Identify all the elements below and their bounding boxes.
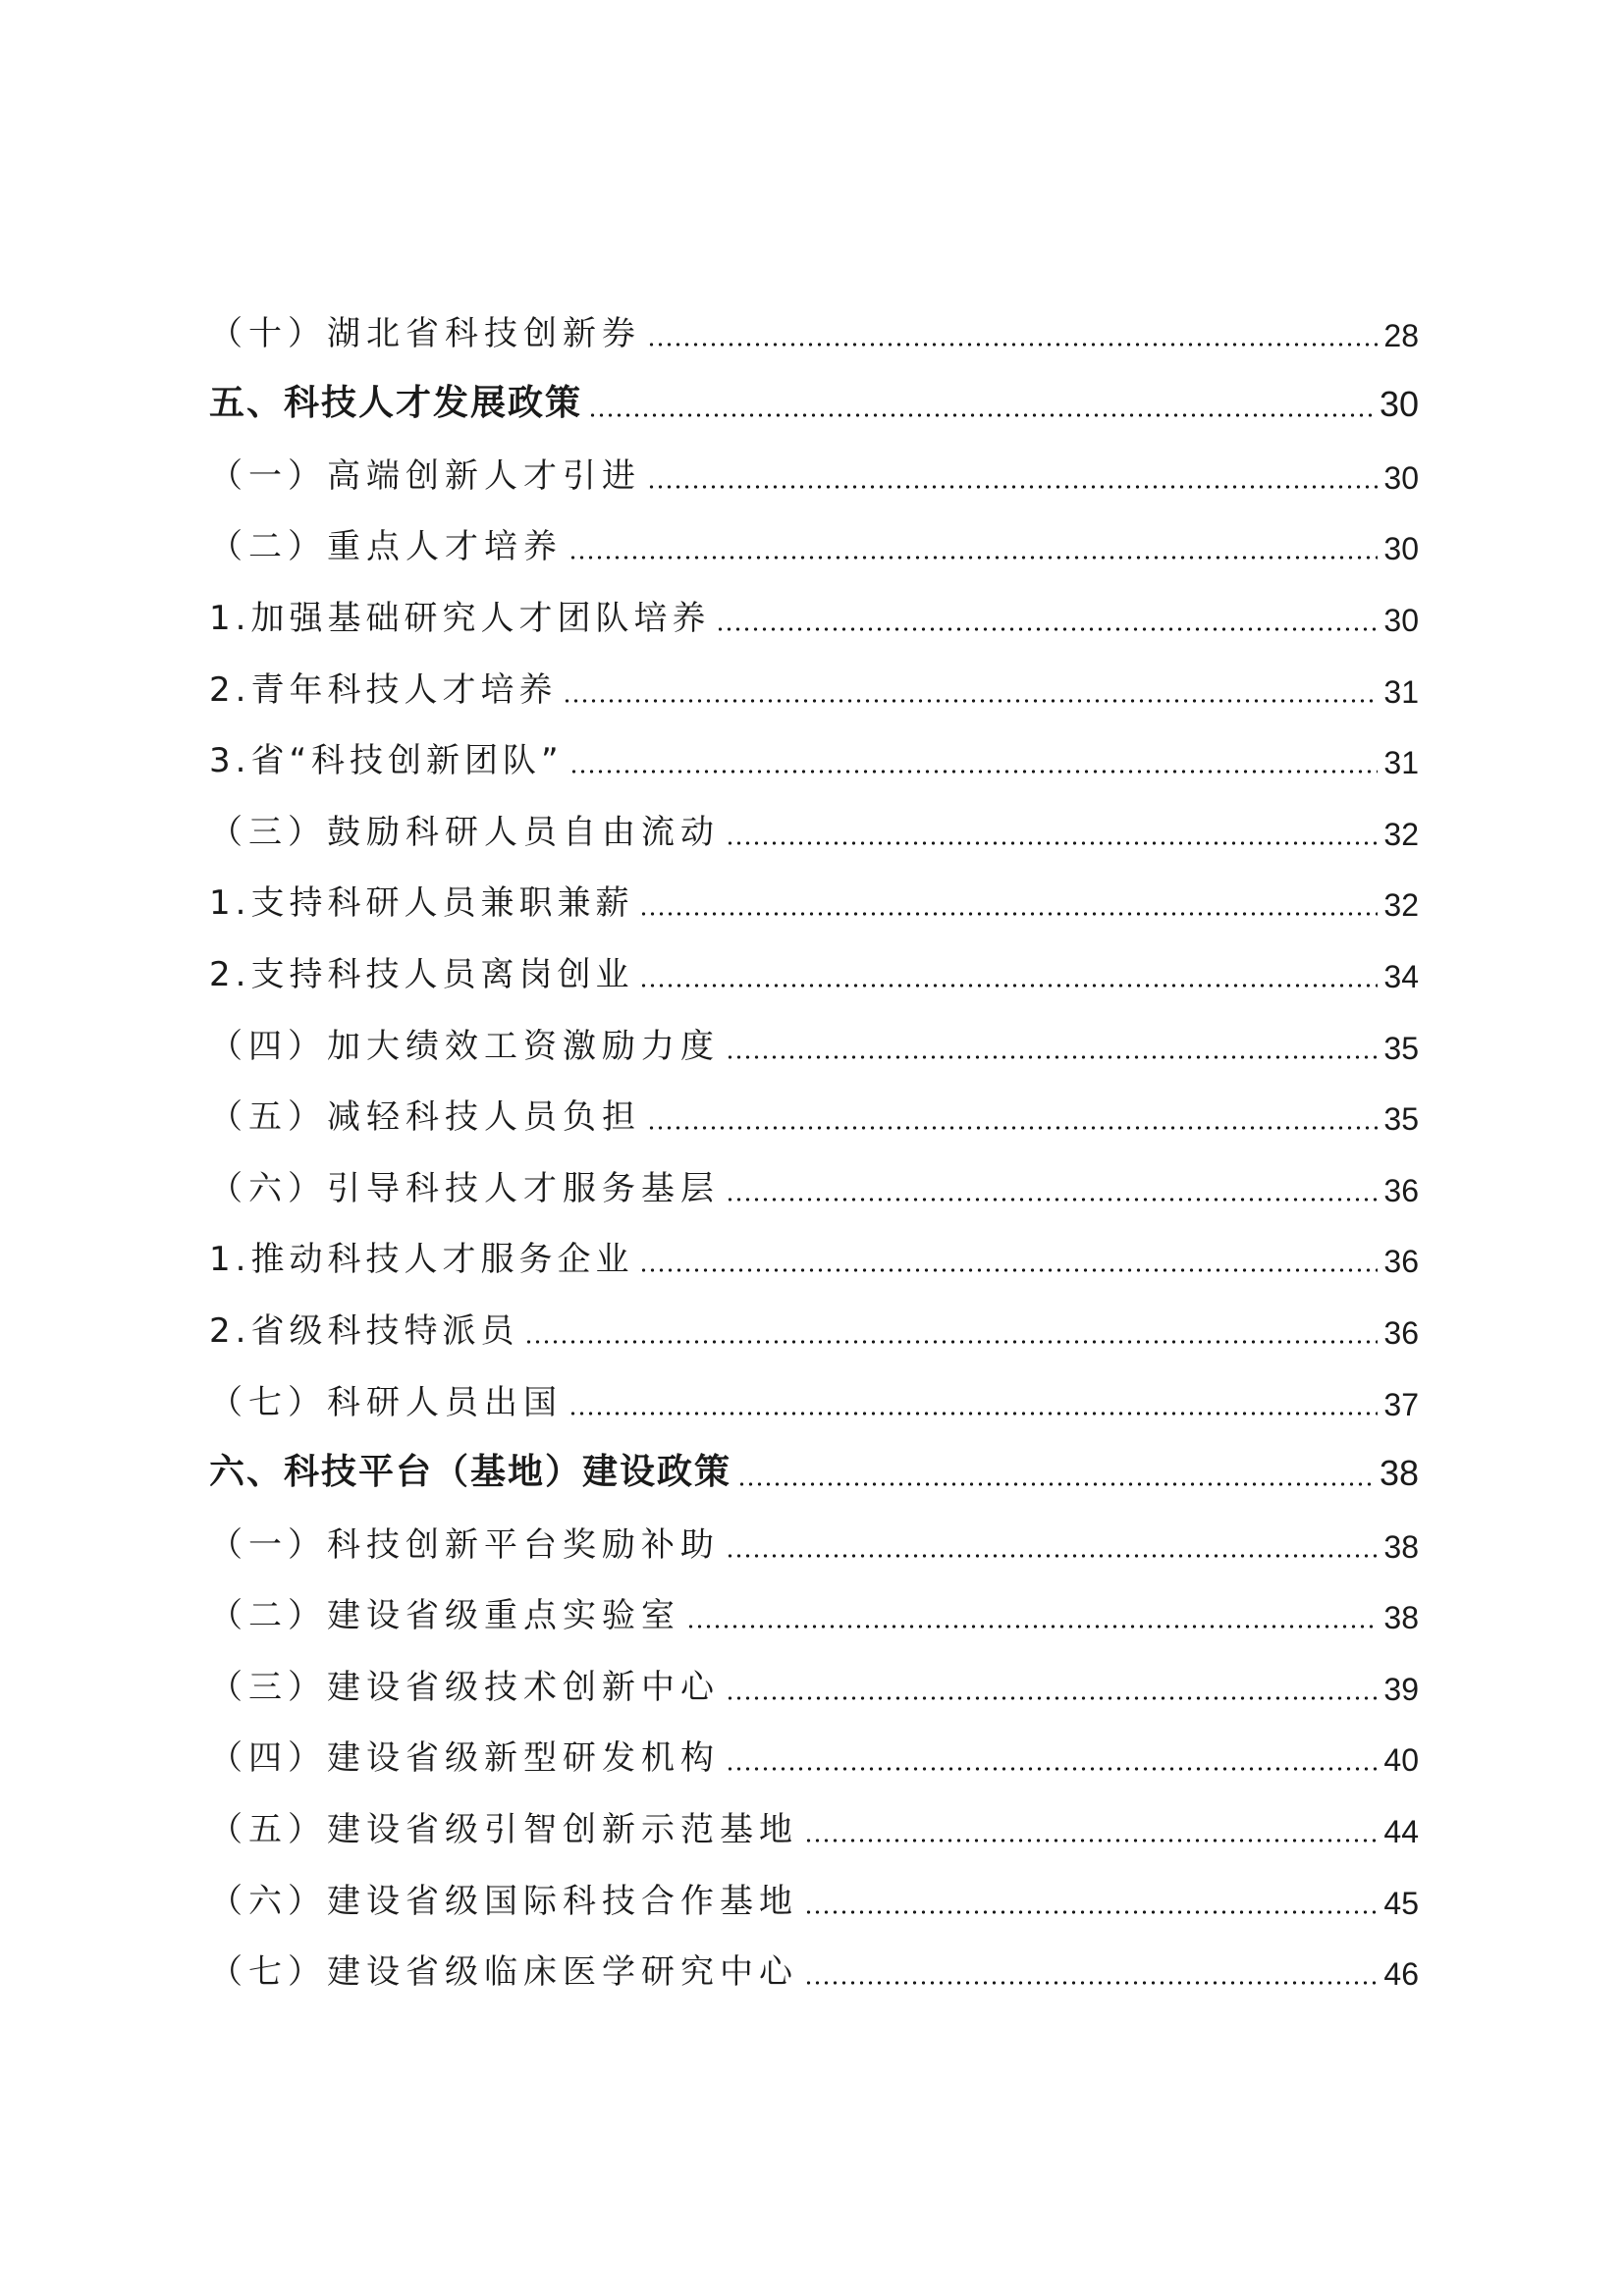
toc-page-number: 35 — [1383, 1030, 1419, 1066]
dot-leader — [726, 1767, 1378, 1771]
toc-entry-title: （四）加大绩效工资激励力度 — [209, 1026, 720, 1066]
toc-entry[interactable] — [209, 722, 1419, 794]
toc-entry[interactable] — [209, 579, 1419, 651]
toc-page-number: 31 — [1383, 745, 1419, 781]
dot-leader — [804, 1910, 1378, 1914]
toc-entry[interactable] — [209, 865, 1419, 936]
dot-leader — [716, 627, 1378, 631]
toc-page-number: 39 — [1383, 1671, 1419, 1707]
toc-page-number: 28 — [1383, 317, 1419, 353]
toc-entry-title: （七）建设省级临床医学研究中心 — [209, 1952, 798, 1993]
toc-entry[interactable] — [209, 1934, 1419, 2005]
toc-page-number: 32 — [1383, 816, 1419, 852]
toc-entry[interactable] — [209, 1149, 1419, 1221]
toc-entry-title: （五）减轻科技人员负担 — [209, 1097, 641, 1138]
toc-page-number: 30 — [1383, 602, 1419, 638]
toc-entry[interactable] — [209, 1862, 1419, 1934]
toc-entry-title: 1.推动科技人才服务企业 — [209, 1240, 634, 1280]
toc-page-number: 40 — [1383, 1742, 1419, 1779]
toc-page-number: 30 — [1383, 531, 1419, 567]
toc-entry-title: （二）建设省级重点实验室 — [209, 1596, 680, 1636]
toc-page-number: 36 — [1383, 1314, 1419, 1351]
dot-leader — [737, 1482, 1374, 1486]
dot-leader — [639, 912, 1378, 916]
dot-leader — [726, 1055, 1378, 1059]
toc-entry-title: 3.省“科技创新团队” — [209, 741, 564, 781]
toc-entry[interactable] — [209, 294, 1419, 366]
toc-entry-title: （四）建设省级新型研发机构 — [209, 1738, 720, 1779]
toc-section-heading[interactable] — [209, 366, 1419, 438]
dot-leader — [647, 343, 1378, 347]
toc-entry[interactable] — [209, 1292, 1419, 1363]
toc-entry[interactable] — [209, 1720, 1419, 1791]
toc-page-number: 45 — [1383, 1885, 1419, 1921]
toc-entry-title: （七）科研人员出国 — [209, 1382, 563, 1422]
toc-page-number: 30 — [1379, 384, 1419, 425]
toc-entry[interactable] — [209, 1007, 1419, 1079]
dot-leader — [568, 1412, 1378, 1415]
toc-page-number: 35 — [1383, 1101, 1419, 1138]
toc-entry[interactable] — [209, 1648, 1419, 1720]
toc-entry[interactable] — [209, 508, 1419, 580]
toc-entry[interactable] — [209, 437, 1419, 508]
toc-page-number: 38 — [1383, 1600, 1419, 1636]
dot-leader — [647, 485, 1378, 489]
toc-section-heading[interactable] — [209, 1435, 1419, 1507]
dot-leader — [804, 1839, 1378, 1842]
toc-page-number: 46 — [1383, 1956, 1419, 1993]
toc-entry-title: （一）高端创新人才引进 — [209, 455, 641, 496]
toc-entry-title: （三）建设省级技术创新中心 — [209, 1667, 720, 1707]
toc-page-number: 32 — [1383, 887, 1419, 924]
toc-entry-title: （五）建设省级引智创新示范基地 — [209, 1810, 798, 1850]
dot-leader — [639, 984, 1378, 988]
toc-entry-title: （三）鼓励科研人员自由流动 — [209, 812, 720, 852]
toc-page-number: 36 — [1383, 1244, 1419, 1280]
toc-page-number: 30 — [1383, 459, 1419, 496]
toc-entry-title: 2.省级科技特派员 — [209, 1310, 519, 1351]
toc-entry-title: 1.加强基础研究人才团队培养 — [209, 598, 711, 638]
toc-page-number: 31 — [1383, 673, 1419, 710]
toc-entry[interactable] — [209, 1363, 1419, 1435]
toc-entry[interactable] — [209, 1577, 1419, 1649]
toc-entry-title: 六、科技平台（基地）建设政策 — [209, 1452, 732, 1493]
dot-leader — [726, 1696, 1378, 1700]
toc-entry-title: 2.青年科技人才培养 — [209, 669, 558, 710]
dot-leader — [686, 1625, 1378, 1629]
dot-leader — [639, 1268, 1378, 1272]
table-of-contents — [209, 294, 1419, 2004]
dot-leader — [804, 1981, 1378, 1985]
toc-entry-title: （六）建设省级国际科技合作基地 — [209, 1881, 798, 1921]
dot-leader — [588, 413, 1374, 417]
toc-entry-title: （十）湖北省科技创新券 — [209, 313, 641, 353]
toc-page-number: 37 — [1383, 1386, 1419, 1422]
toc-entry[interactable] — [209, 1079, 1419, 1150]
toc-entry[interactable] — [209, 1790, 1419, 1862]
toc-entry-title: （六）引导科技人才服务基层 — [209, 1168, 720, 1208]
toc-page-number: 36 — [1383, 1172, 1419, 1208]
dot-leader — [563, 699, 1378, 703]
dot-leader — [568, 556, 1378, 560]
toc-entry[interactable] — [209, 651, 1419, 722]
toc-page-number: 34 — [1383, 958, 1419, 994]
dot-leader — [726, 1554, 1378, 1558]
toc-page-number: 38 — [1379, 1453, 1419, 1494]
toc-entry-title: 五、科技人才发展政策 — [209, 383, 583, 424]
toc-entry[interactable] — [209, 935, 1419, 1007]
toc-page-number: 38 — [1383, 1528, 1419, 1565]
toc-entry-title: （二）重点人才培养 — [209, 527, 563, 567]
dot-leader — [726, 841, 1378, 845]
toc-entry-title: （一）科技创新平台奖励补助 — [209, 1524, 720, 1565]
dot-leader — [726, 1198, 1378, 1201]
dot-leader — [524, 1340, 1378, 1344]
dot-leader — [569, 770, 1379, 774]
toc-page-number: 44 — [1383, 1814, 1419, 1850]
toc-entry[interactable] — [209, 793, 1419, 865]
toc-entry[interactable] — [209, 1506, 1419, 1577]
toc-entry-title: 2.支持科技人员离岗创业 — [209, 954, 634, 994]
toc-entry-title: 1.支持科研人员兼职兼薪 — [209, 883, 634, 924]
toc-entry[interactable] — [209, 1221, 1419, 1293]
dot-leader — [647, 1126, 1378, 1130]
